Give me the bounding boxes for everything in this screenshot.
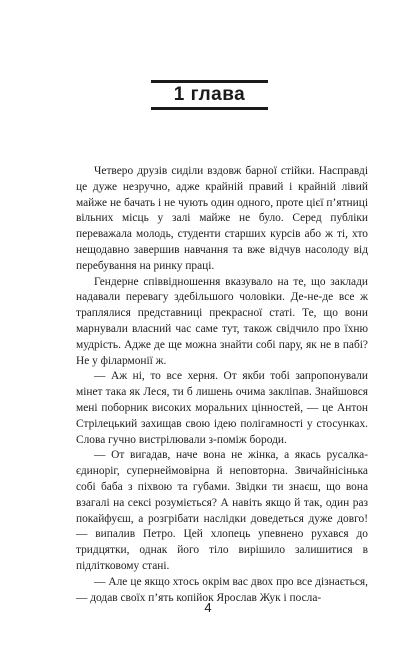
page-number: 4 bbox=[204, 600, 212, 615]
paragraph: — Але це якщо хтось окрім вас двох про все дізнається, — додав своїх п’ять копійок Ярослав Жук і посла- bbox=[76, 575, 368, 604]
paragraph: — От вигадав, наче вона не жінка, а якась русалка-єдиноріг, супернеймовірна й неповторна. Звичайнісінька собі баба з піхвою та губами. Звідки ти знаєш, що вона взагалі на сексі розуміється? А навіть якщо й так, один раз покайфуєш, а розгрібати наслідки доведеться дуже довго! — випалив Петро. Цей хлопець упевнено рухався до тридцятки, однак його тіло вирішило залишитися в підлітковому стані. bbox=[76, 449, 368, 572]
paragraph: Четверо друзів сиділи вздовж барної стійки. Насправді це дуже незручно, адже крайній правий і крайній лівий майже не бачать і не чують один одного, проте цієї п’ятниці вільних місць у залі майже не було. Серед публіки переважала молодь, студенти старших курсів або ж ті, хто нещодавно завершив навчання та вже відчув насолоду від перебування на ринку праці. bbox=[76, 165, 368, 272]
paragraph: — Аж ні, то все херня. От якби тобі запропонували мінет така як Леся, ти б лишень очима закліпав. Знайшовся мені поборник високих моральних цінностей, — це Антон Стрілецький захищав свою ідею полігамності у стосунках. Слова гучно вистрілювали з-поміж бороди. bbox=[76, 370, 368, 446]
paragraph: Гендерне співвідношення вказувало на те, що заклади надавали перевагу здебільшого чоловіки. Де-не-де все ж траплялися представниці прекрасної статі. Те, що вони марнували власний час саме тут, також свідчило про їхню мудрість. Адже де ще можна знайти собі пару, як не в пабі? Не у філармонії ж. bbox=[76, 275, 368, 367]
body-text bbox=[76, 164, 368, 606]
chapter-heading bbox=[151, 80, 268, 110]
chapter-title: 1 глава bbox=[173, 84, 246, 105]
